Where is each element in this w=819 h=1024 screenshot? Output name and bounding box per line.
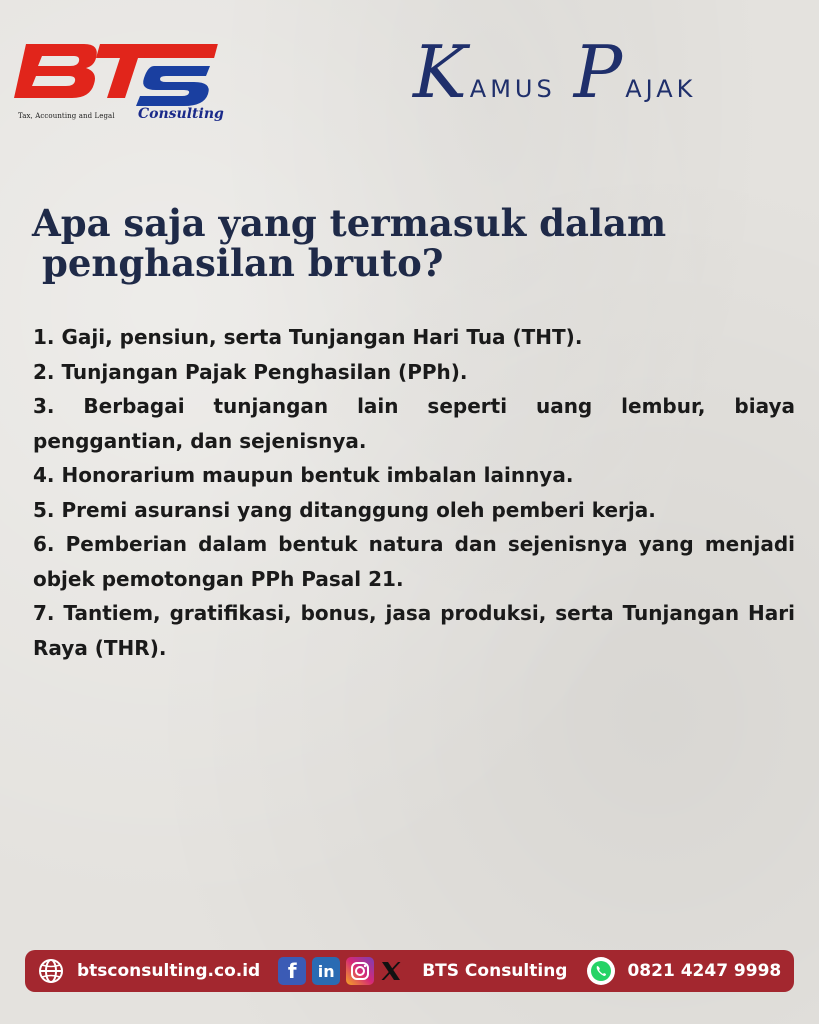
x-icon[interactable] xyxy=(380,957,402,985)
footer-contact-bar xyxy=(25,950,794,992)
series-title xyxy=(413,30,773,120)
heading-line-2: penghasilan bruto? xyxy=(42,241,444,285)
logo-tagline: Tax, Accounting and Legal xyxy=(18,112,115,120)
list-item: 1. Gaji, pensiun, serta Tunjangan Hari Tua (THT). xyxy=(33,325,583,349)
list-item: 2. Tunjangan Pajak Penghasilan (PPh). xyxy=(33,359,468,384)
page-heading xyxy=(32,203,792,283)
bts-logo-mark xyxy=(14,36,219,112)
bts-consulting-logo xyxy=(14,36,224,131)
globe-icon xyxy=(37,957,65,985)
series-title-initial-k: K xyxy=(413,30,470,114)
list-item: 5. Premi asuransi yang ditanggung oleh pemberi kerja. xyxy=(33,497,656,522)
website-text: btsconsulting.co.id xyxy=(77,961,261,981)
facebook-icon[interactable]: f xyxy=(278,957,306,985)
list-item: 4. Honorarium maupun bentuk imbalan lainnya. xyxy=(33,463,574,487)
series-title-initial-p: P xyxy=(573,30,626,114)
instagram-icon[interactable] xyxy=(346,957,374,985)
list-item: 3. Berbagai tunjangan lain seperti uang lembur, biaya penggantian, dan sejenisnya. xyxy=(33,394,795,453)
whatsapp-icon[interactable] xyxy=(587,957,615,985)
linkedin-icon[interactable]: in xyxy=(312,957,340,985)
series-title-ajak: AJAK xyxy=(625,75,697,103)
website-link[interactable] xyxy=(25,957,260,985)
logo-consulting-text: Consulting xyxy=(138,106,224,122)
list-item: 6. Pemberian dalam bentuk natura dan sejenisnya yang menjadi objek pemotongan PPh Pasal 21. xyxy=(33,532,795,591)
list-item: 7. Tantiem, gratifikasi, bonus, jasa produksi, serta Tunjangan Hari Raya (THR). xyxy=(33,601,795,660)
heading-line-1: Apa saja yang termasuk dalam xyxy=(32,201,667,245)
phone-number[interactable]: 0821 4247 9998 xyxy=(627,961,782,981)
brand-name-text: BTS Consulting xyxy=(422,961,568,981)
series-title-amus: AMUS xyxy=(469,75,556,103)
income-items-list xyxy=(33,320,795,665)
